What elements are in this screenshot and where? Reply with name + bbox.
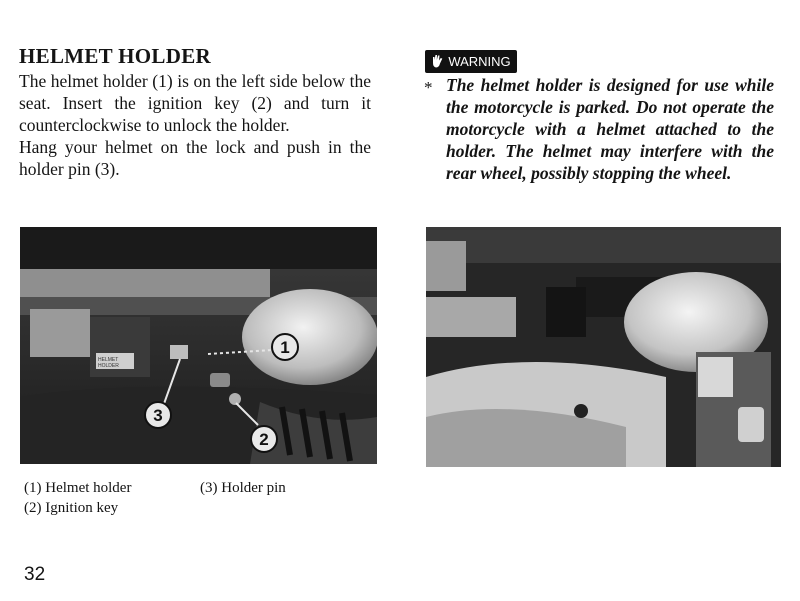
decal-line-2: HOLDER: [98, 363, 119, 369]
caption-helmet-holder: (1) Helmet holder: [24, 480, 132, 496]
hand-warning-icon: [431, 54, 445, 69]
warning-label: WARNING: [448, 54, 511, 69]
warning-bullet: *: [424, 78, 433, 97]
callout-3-label: 3: [153, 406, 163, 425]
helmet-holder-photo: [20, 227, 377, 464]
decal-line-1: HELMET: [98, 357, 119, 363]
caption-holder-pin: (3) Holder pin: [200, 480, 286, 496]
page-number: 32: [24, 564, 46, 585]
section-title: HELMET HOLDER: [19, 44, 211, 68]
callout-2-label: 2: [259, 430, 269, 449]
warning-badge: [425, 50, 517, 73]
callout-1-label: 1: [280, 338, 290, 357]
callout-3: [145, 402, 171, 428]
callout-2: [251, 426, 277, 452]
callout-1: [272, 334, 298, 360]
helmet-attached-photo: [426, 227, 781, 467]
section-body: [19, 70, 371, 180]
warning-text: The helmet holder is designed for use while the motorcycle is parked. Do not operate the motorcycle with a helmet attached to the holder. The helmet may interfere with the rear wheel, possibly stopping the wheel.: [446, 75, 774, 183]
body-paragraph-1: The helmet holder (1) is on the left side below the seat. Insert the ignition key (2) and turn it counterclockwise to unlock the holder.: [19, 71, 371, 135]
body-paragraph-2: Hang your helmet on the lock and push in the holder pin (3).: [19, 137, 371, 179]
caption-ignition-key: (2) Ignition key: [24, 500, 119, 516]
